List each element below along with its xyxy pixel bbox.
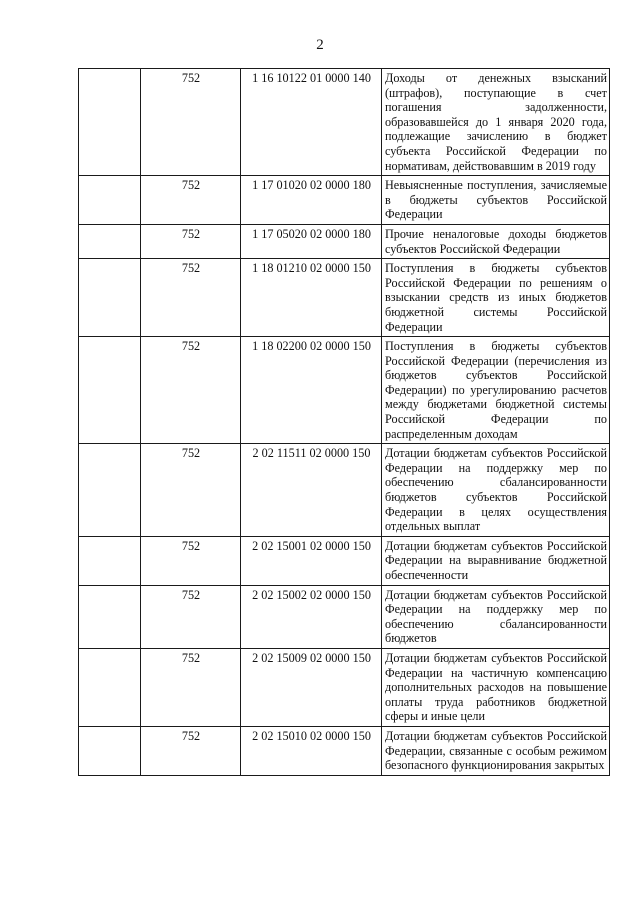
admin-cell <box>79 726 141 775</box>
description-cell: Дотации бюджетам субъектов Российской Федерации на поддержку мер по обеспечению сбалансированности бюджетов субъектов Российской Федерации в целях осуществления отдельных выплат <box>382 444 610 537</box>
code-cell: 2 02 15002 02 0000 150 <box>241 585 382 648</box>
description-cell: Доходы от денежных взысканий (штрафов), поступающие в счет погашения задолженности, образовавшейся до 1 января 2020 года, подлежащие зачислению в бюджет субъекта Российской Федерации по нормативам, действовавшим в 2019 году <box>382 69 610 176</box>
admin-cell <box>79 337 141 444</box>
table-body <box>79 69 610 776</box>
description-cell: Поступления в бюджеты субъектов Российской Федерации (перечисления из бюджетов субъектов Российской Федерации) по урегулированию расчетов между бюджетами бюджетной системы Российской Федерации по распределенным доходам <box>382 337 610 444</box>
chapter-cell: 752 <box>141 585 241 648</box>
admin-cell <box>79 259 141 337</box>
admin-cell <box>79 536 141 585</box>
code-cell: 2 02 15010 02 0000 150 <box>241 726 382 775</box>
table-row <box>79 69 610 176</box>
description-cell: Прочие неналоговые доходы бюджетов субъектов Российской Федерации <box>382 224 610 258</box>
table-row <box>79 726 610 775</box>
admin-cell <box>79 69 141 176</box>
revenue-codes-table <box>78 68 610 776</box>
table-row <box>79 337 610 444</box>
chapter-cell: 752 <box>141 224 241 258</box>
chapter-cell: 752 <box>141 726 241 775</box>
code-cell: 1 18 01210 02 0000 150 <box>241 259 382 337</box>
table-row <box>79 224 610 258</box>
code-cell: 1 18 02200 02 0000 150 <box>241 337 382 444</box>
code-cell: 1 17 01020 02 0000 180 <box>241 176 382 225</box>
table-row <box>79 648 610 726</box>
code-cell: 2 02 15001 02 0000 150 <box>241 536 382 585</box>
page-number: 2 <box>316 37 324 53</box>
description-cell: Дотации бюджетам субъектов Российской Федерации на выравнивание бюджетной обеспеченности <box>382 536 610 585</box>
chapter-cell: 752 <box>141 337 241 444</box>
chapter-cell: 752 <box>141 259 241 337</box>
code-cell: 2 02 15009 02 0000 150 <box>241 648 382 726</box>
code-cell: 1 17 05020 02 0000 180 <box>241 224 382 258</box>
admin-cell <box>79 648 141 726</box>
description-cell: Невыясненные поступления, зачисляемые в бюджеты субъектов Российской Федерации <box>382 176 610 225</box>
description-cell: Дотации бюджетам субъектов Российской Федерации на поддержку мер по обеспечению сбалансированности бюджетов <box>382 585 610 648</box>
description-cell: Дотации бюджетам субъектов Российской Федерации на частичную компенсацию дополнительных расходов на повышение оплаты труда работников бюджетной сферы и иные цели <box>382 648 610 726</box>
table-row <box>79 536 610 585</box>
chapter-cell: 752 <box>141 69 241 176</box>
admin-cell <box>79 224 141 258</box>
admin-cell <box>79 176 141 225</box>
code-cell: 2 02 11511 02 0000 150 <box>241 444 382 537</box>
chapter-cell: 752 <box>141 648 241 726</box>
chapter-cell: 752 <box>141 176 241 225</box>
table-row <box>79 585 610 648</box>
admin-cell <box>79 585 141 648</box>
chapter-cell: 752 <box>141 444 241 537</box>
description-cell: Дотации бюджетам субъектов Российской Федерации, связанные с особым режимом безопасного функционирования закрытых <box>382 726 610 775</box>
table-row <box>79 259 610 337</box>
admin-cell <box>79 444 141 537</box>
code-cell: 1 16 10122 01 0000 140 <box>241 69 382 176</box>
chapter-cell: 752 <box>141 536 241 585</box>
description-cell: Поступления в бюджеты субъектов Российской Федерации по решениям о взыскании средств из иных бюджетов бюджетной системы Российской Федерации <box>382 259 610 337</box>
table-row <box>79 176 610 225</box>
table-row <box>79 444 610 537</box>
